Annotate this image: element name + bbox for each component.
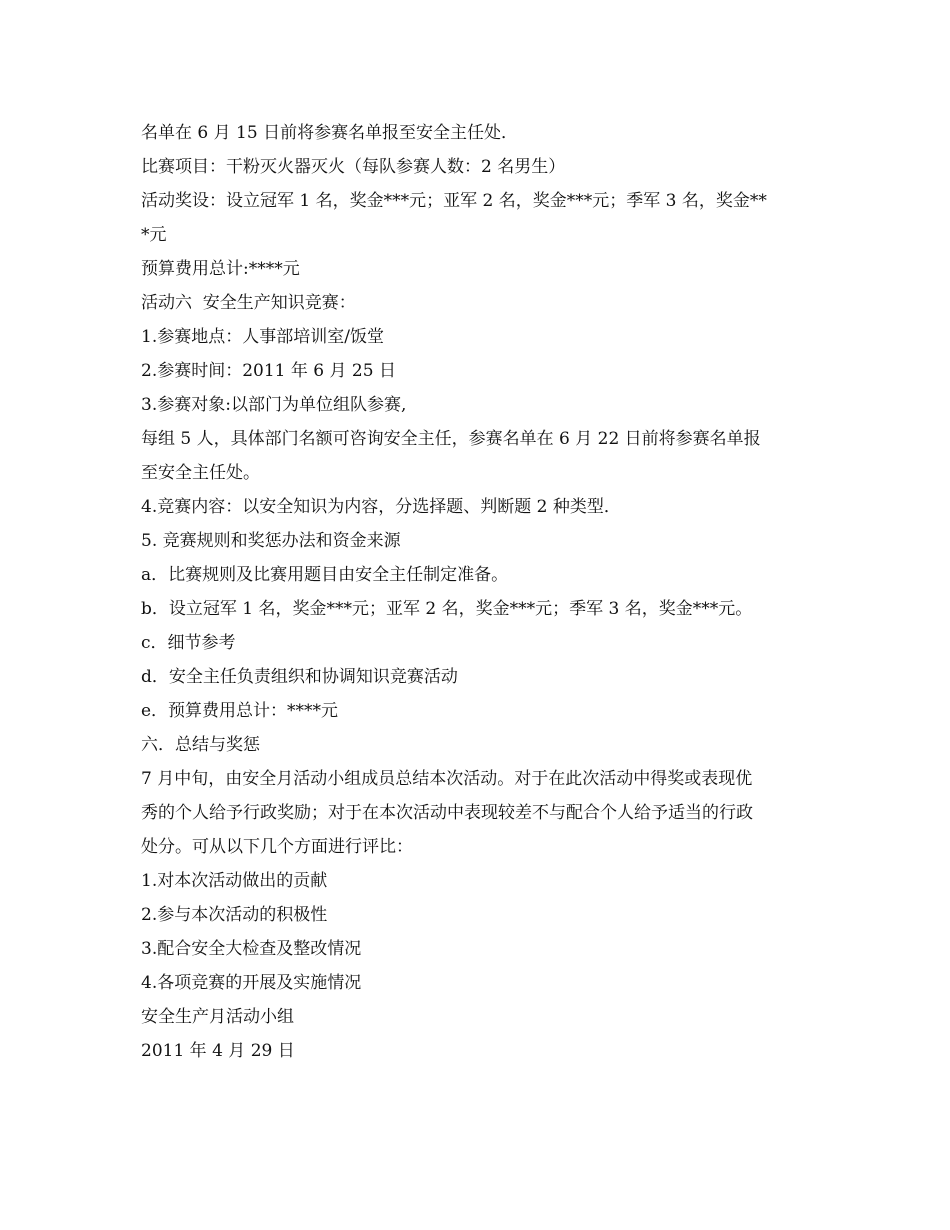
text-line: 3.参赛对象:以部门为单位组队参赛, [141, 395, 407, 415]
text-line: e．预算费用总计：****元 [141, 701, 339, 721]
text-line: 处分。可从以下几个方面进行评比： [141, 837, 413, 857]
text-line: 3.配合安全大检查及整改情况 [141, 939, 362, 959]
text-line: c．细节参考 [141, 633, 236, 653]
text-line: b．设立冠军 1 名，奖金***元；亚军 2 名，奖金***元；季军 3 名，奖金***元。 [141, 599, 753, 619]
text-line: 活动奖设：设立冠军 1 名，奖金***元；亚军 2 名，奖金***元；季军 3 名，奖金** [141, 191, 767, 211]
text-line: 1.对本次活动做出的贡献 [141, 871, 328, 891]
text-line: d．安全主任负责组织和协调知识竞赛活动 [141, 667, 458, 687]
text-line: 每组 5 人，具体部门名额可咨询安全主任，参赛名单在 6 月 22 日前将参赛名单报 [141, 429, 761, 449]
text-line: 秀的个人给予行政奖励；对于在本次活动中表现较差不与配合个人给予适当的行政 [141, 803, 753, 823]
text-line: 至安全主任处。 [141, 463, 260, 483]
text-line: a．比赛规则及比赛用题目由安全主任制定准备。 [141, 565, 509, 585]
signature-group: 安全生产月活动小组 [141, 1007, 294, 1027]
text-line: 2.参与本次活动的积极性 [141, 905, 328, 925]
text-line: 比赛项目：干粉灭火器灭火（每队参赛人数：2 名男生） [141, 157, 566, 177]
section-heading: 活动六 安全生产知识竞赛： [141, 293, 356, 313]
text-line: 2.参赛时间：2011 年 6 月 25 日 [141, 361, 396, 381]
text-line: 7 月中旬，由安全月活动小组成员总结本次活动。对于在此次活动中得奖或表现优 [141, 769, 753, 789]
text-line: 1.参赛地点：人事部培训室/饭堂 [141, 327, 384, 347]
text-line: 4.各项竞赛的开展及实施情况 [141, 973, 362, 993]
text-line: 预算费用总计:****元 [141, 259, 300, 279]
signature-date: 2011 年 4 月 29 日 [141, 1041, 295, 1061]
section-heading: 六．总结与奖惩 [141, 735, 260, 755]
text-line: 5. 竞赛规则和奖惩办法和资金来源 [141, 531, 401, 551]
text-line: 名单在 6 月 15 日前将参赛名单报至安全主任处． [141, 123, 519, 143]
text-line: 4.竞赛内容：以安全知识为内容，分选择题、判断题 2 种类型． [141, 497, 621, 517]
document-body [141, 116, 821, 1068]
text-line: *元 [141, 225, 167, 245]
